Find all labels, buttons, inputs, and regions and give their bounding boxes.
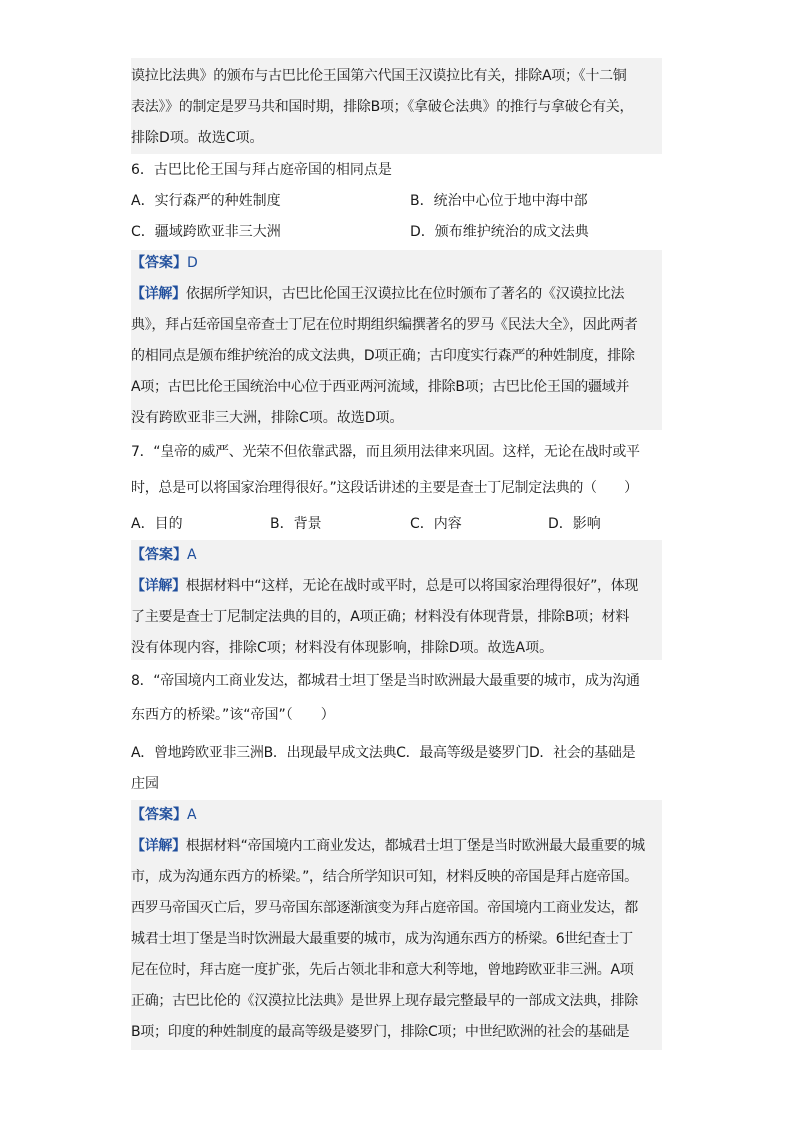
q6-detail-line (131, 284, 624, 304)
q6-detail-line: A项；古巴比伦王国统治中心位于西亚两河流域，排除B项；古巴比伦王国的疆域并 (131, 379, 630, 395)
detail-label: 【详解】 (131, 286, 186, 302)
answer-value: D (187, 255, 198, 271)
q8-detail-line: B项；印度的种姓制度的最高等级是婆罗门，排除C项；中世纪欧洲的社会的基础是 (131, 1024, 630, 1040)
q8-detail-line: 市，成为沟通东西方的桥梁。”，结合所学知识可知，材料反映的帝国是拜占庭帝国。 (131, 869, 638, 885)
detail-label: 【详解】 (131, 578, 186, 594)
q6-option-c: C．疆域跨欧亚非三大洲 (131, 224, 281, 240)
q7-detail-line: 没有体现内容，排除C项；材料没有体现影响，排除D项。故选A项。 (131, 640, 554, 656)
question-6-stem: 6．古巴比伦王国与拜占庭帝国的相同点是 (131, 162, 392, 178)
detail-text: 依据所学知识，古巴比伦国王汉谟拉比在位时颁布了著名的《汉谟拉比法 (185, 286, 625, 302)
q8-detail-line: 城君士坦丁堡是当时饮洲最大最重要的城市，成为沟通东西方的桥梁。6世纪查士丁 (131, 931, 633, 947)
answer-label: 【答案】 (131, 807, 187, 823)
q7-answer (131, 545, 197, 565)
q8-detail-line: 尼在位时，拜古庭一度扩张，先后占领北非和意大利等地，曾地跨欧亚非三洲。A项 (131, 962, 634, 978)
question-7-stem: 时，总是可以将国家治理得很好。”这段话讲述的主要是查士丁尼制定法典的（ ） (131, 480, 638, 496)
answer-value: A (187, 547, 197, 563)
q6-answer (131, 253, 198, 273)
explanation-line: 谟拉比法典》的颁布与古巴比伦王国第六代国王汉谟拉比有关，排除A项；《十二铜 (131, 68, 627, 84)
q8-detail-line: 正确；古巴比伦的《汉漠拉比法典》是世界上现存最完整最早的一部成文法典，排除 (131, 993, 638, 1009)
detail-label: 【详解】 (131, 838, 186, 854)
q6-option-d: D．颁布维护统治的成文法典 (410, 224, 589, 240)
q6-detail-line: 的相同点是颁布维护统治的成文法典，D项正确；古印度实行森严的种姓制度，排除 (131, 348, 635, 364)
detail-text: 根据材料中“这样，无论在战时或平时，总是可以将国家治理得很好”，体现 (185, 578, 639, 594)
explanation-line: 排除D项。故选C项。 (131, 130, 264, 146)
q7-detail-line (131, 576, 638, 596)
answer-shade-q6 (131, 250, 662, 430)
q8-detail-line: 西罗马帝国灭亡后，罗马帝国东部逐渐演变为拜占庭帝国。帝国境内工商业发达，都 (131, 900, 638, 916)
q8-options: A．曾地跨欧亚非三洲B．出现最早成文法典C．最高等级是婆罗门D．社会的基础是 (131, 745, 636, 761)
q7-option-b: B．背景 (270, 516, 322, 532)
q8-options: 庄园 (131, 776, 159, 792)
answer-value: A (187, 807, 197, 823)
q6-option-b: B．统治中心位于地中海中部 (410, 193, 588, 209)
q6-detail-line: 没有跨欧亚非三大洲，排除C项。故选D项。 (131, 410, 404, 426)
q7-option-d: D．影响 (548, 516, 601, 532)
q8-answer (131, 805, 197, 825)
q7-option-a: A．目的 (131, 516, 183, 532)
question-8-stem: 东西方的桥梁。”该“帝国”（ ） (131, 707, 335, 723)
q8-detail-line (131, 836, 645, 856)
answer-label: 【答案】 (131, 255, 187, 271)
q6-option-a: A．实行森严的种姓制度 (131, 193, 281, 209)
question-7-stem: 7．“皇帝的威严、光荣不但依靠武器，而且须用法律来巩固。这样，无论在战时或平 (131, 444, 640, 460)
answer-label: 【答案】 (131, 547, 187, 563)
q6-detail-line: 典》，拜占廷帝国皇帝查士丁尼在位时期组织编撰著名的罗马《民法大全》，因此两者 (131, 317, 638, 333)
q7-detail-line: 了主要是查士丁尼制定法典的目的，A项正确；材料没有体现背景，排除B项；材料 (131, 609, 630, 625)
explanation-line: 表法》》的制定是罗马共和国时期，排除B项；《拿破仑法典》的推行与拿破仑有关， (131, 99, 634, 115)
question-8-stem: 8．“帝国境内工商业发达，都城君士坦丁堡是当时欧洲最大最重要的城市，成为沟通 (131, 673, 640, 689)
detail-text: 根据材料“帝国境内工商业发达，都城君士坦丁堡是当时欧洲最大最重要的城 (185, 838, 645, 854)
q7-option-c: C．内容 (410, 516, 462, 532)
